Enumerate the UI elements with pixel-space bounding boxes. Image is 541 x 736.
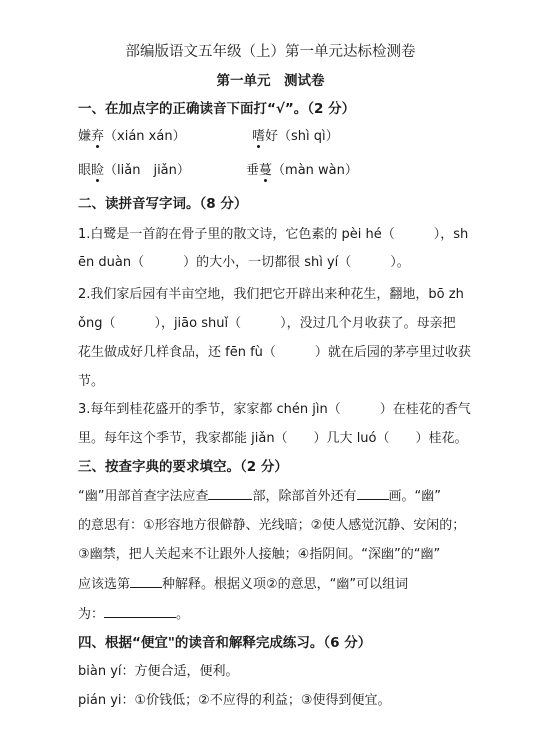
q1-item-3-pre: 眼 [78, 163, 92, 178]
q1-item-4 [246, 159, 358, 178]
q3-line-2: 的意思有：①形容地方很僻静、光线暗；②使人感觉沉静、安闲的； [78, 518, 466, 533]
q2-line-4: ǒng（ ），jiāo shuǐ（ ），没过几个月收获了。母亲把 [78, 316, 456, 331]
q1-item-4-dotted-char: 蔓 [259, 159, 272, 178]
q2-line-2: ēn duàn（ ）的大小，一切都很 shì yí（ ）。 [78, 255, 410, 270]
q1-item-1 [78, 125, 186, 144]
q2-line-6: 节。 [78, 374, 105, 389]
page-subtitle: 第一单元 测试卷 [216, 73, 325, 89]
q1-item-2-pinyin: 好（shì qì） [265, 129, 339, 144]
q4-line-1: biàn yí：方便合适，便利。 [78, 664, 239, 679]
q4-line-2: pián yi：①价钱低；②不应得的利益；③使得到便宜。 [78, 693, 391, 708]
q1-item-3-dotted-char: 睑 [91, 159, 104, 178]
q2-line-1: 1.白鹭是一首韵在骨子里的散文诗，它色素的 pèi hé（ ），sh [78, 227, 469, 242]
q2-line-7: 3.每年到桂花盛开的季节，家家都 chén jìn（ ）在桂花的香气 [78, 402, 471, 417]
q3-blank-word[interactable] [104, 605, 176, 618]
q2-heading: 二、读拼音写字词。（8 分） [78, 196, 248, 212]
q3-line-4-a: 应该选第 [78, 577, 131, 592]
q1-item-1-dotted-char: 弃 [91, 125, 104, 144]
q3-line-1-a: “幽”用部首查字法应查 [78, 489, 209, 504]
q3-line-4-b: 种解释。根据义项②的意思，“幽”可以组词 [162, 577, 409, 592]
q1-item-1-pinyin: （xián xán） [104, 129, 186, 144]
q3-line-1 [78, 485, 441, 504]
q3-blank-strokes[interactable] [357, 487, 389, 500]
q1-item-2 [252, 125, 339, 144]
q1-item-2-dotted-char: 嗜 [252, 125, 265, 144]
q3-blank-radical[interactable] [208, 487, 252, 500]
q3-line-5-a: 为： [78, 607, 105, 622]
q2-line-8: 里。每年这个季节，我家都能 jiǎn（ ）几大 luó（ ）桂花。 [78, 431, 468, 446]
q3-line-4 [78, 573, 408, 592]
q3-line-1-c: 画。“幽” [388, 489, 441, 504]
q4-heading: 四、根据“便宜"的读音和解释完成练习。（6 分） [78, 635, 372, 651]
q1-item-4-pinyin: （màn wàn） [272, 163, 358, 178]
q1-item-3-pinyin: （liǎn jiǎn） [104, 163, 190, 178]
q3-line-5-b: 。 [176, 607, 190, 622]
q3-line-1-b: 部，除部首外还有 [252, 489, 357, 504]
q3-heading: 三、按查字典的要求填空。（2 分） [78, 459, 288, 475]
q1-item-3 [78, 159, 190, 178]
q3-line-5 [78, 603, 189, 622]
q1-heading: 一、在加点字的正确读音下面打“√”。（2 分） [78, 101, 356, 117]
q3-blank-meaning[interactable] [130, 575, 162, 588]
page-title: 部编版语文五年级（上）第一单元达标检测卷 [125, 44, 416, 60]
q2-line-5: 花生做成好几样食品，还 fēn fù（ ）就在后园的茅亭里过收获 [78, 345, 471, 360]
q1-item-4-pre: 垂 [246, 163, 260, 178]
q1-item-1-pre: 嫌 [78, 129, 92, 144]
q3-line-3: ③幽禁，把人关起来不让跟外人接触；④指阴间。“深幽”的“幽” [78, 547, 441, 562]
q2-line-3: 2.我们家后园有半亩空地，我们把它开辟出来种花生，翻地，bō zh [78, 287, 464, 302]
